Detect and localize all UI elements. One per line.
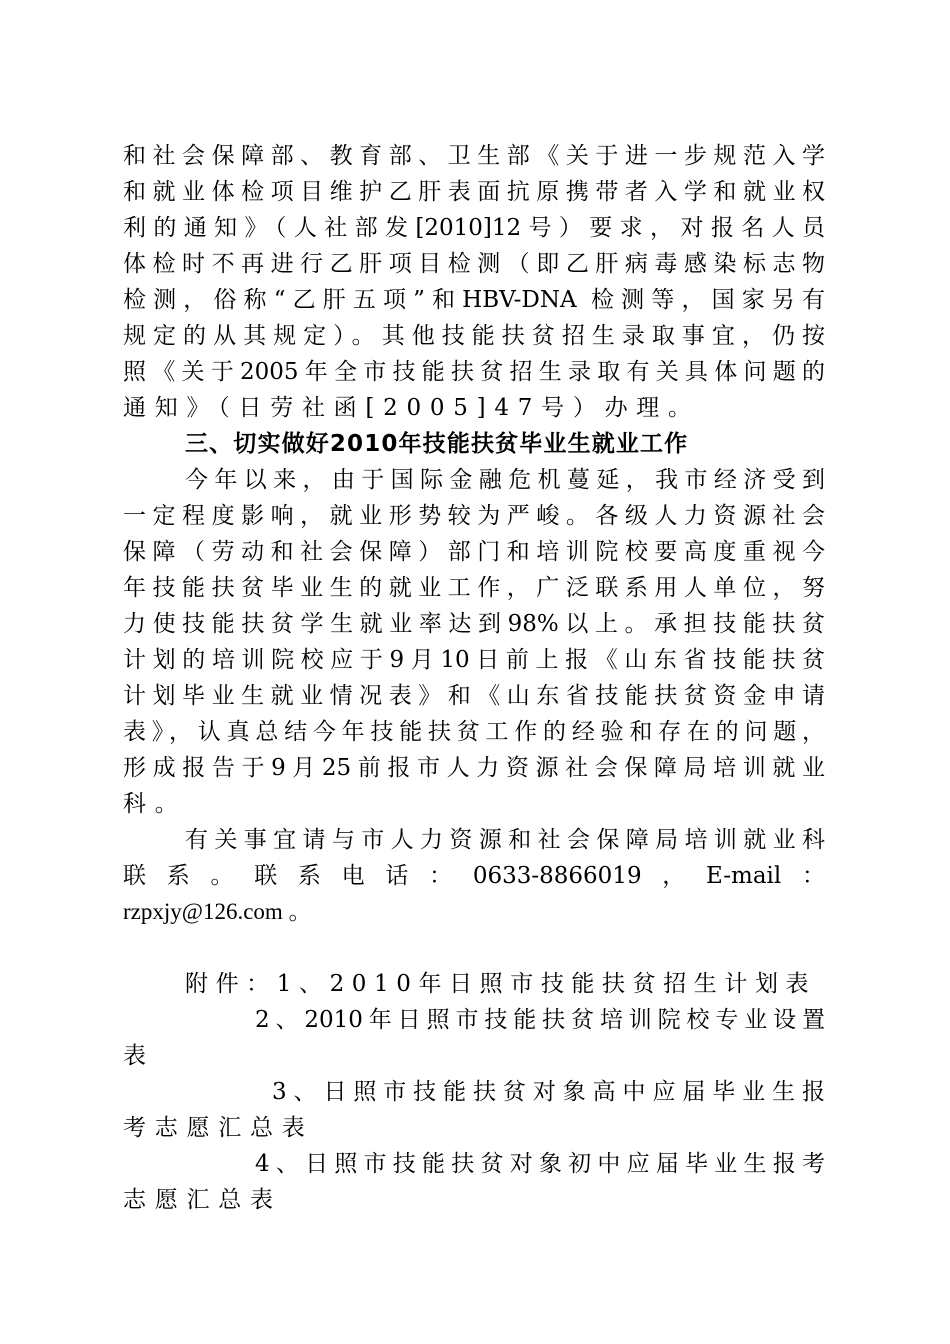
paragraph-line: 计划毕业生就业情况表》和《山东省技能扶贫资金申请 [123, 683, 825, 709]
contact-line: 有关事宜请与市人力资源和社会保障局培训就业科 [185, 827, 825, 853]
paragraph-line: 一定程度影响，就业形势较为严峻。各级人力资源社会 [123, 503, 825, 529]
paragraph-line: 科。 [123, 791, 187, 817]
paragraph-line: 年技能扶贫毕业生的就业工作，广泛联系用人单位，努 [123, 575, 825, 601]
paragraph-line: 保障（劳动和社会保障）部门和培训院校要高度重视今 [123, 539, 825, 565]
paragraph-line: 和就业体检项目维护乙肝表面抗原携带者入学和就业权 [123, 179, 825, 205]
attachment-item: 2、2010年日照市技能扶贫培训院校专业设置 [255, 1007, 825, 1033]
paragraph-line: 今年以来，由于国际金融危机蔓延，我市经济受到 [185, 467, 825, 493]
paragraph-line: 利的通知》（人社部发[2010]12号）要求，对报名人员 [123, 215, 825, 241]
attachment-item: 附件：1、2010年日照市技能扶贫招生计划表 [185, 971, 817, 997]
paragraph-line: 规定的从其规定）。其他技能扶贫招生录取事宜，仍按 [123, 323, 825, 349]
paragraph-line: 通知》（日劳社函[2005]47号）办理。 [123, 395, 700, 421]
paragraph-line: 表》，认真总结今年技能扶贫工作的经验和存在的问题， [123, 719, 825, 745]
attachment-item: 表 [123, 1043, 155, 1069]
paragraph-line: 和社会保障部、教育部、卫生部《关于进一步规范入学 [123, 143, 825, 169]
paragraph-line: 形成报告于9月25前报市人力资源社会保障局培训就业 [123, 755, 825, 781]
email-address: rzpxjy@126.com 。 [123, 899, 312, 924]
paragraph-line: 力使技能扶贫学生就业率达到98%以上。承担技能扶贫 [123, 611, 825, 637]
paragraph-line: 照《关于2005年全市技能扶贫招生录取有关具体问题的 [123, 359, 825, 385]
paragraph-line: 检测，俗称“乙肝五项”和HBV-DNA 检测等，国家另有 [123, 287, 825, 313]
attachment-item: 4、日照市技能扶贫对象初中应届毕业生报考 [255, 1151, 825, 1177]
paragraph-line: 体检时不再进行乙肝项目检测（即乙肝病毒感染标志物 [123, 251, 825, 277]
attachment-item: 志愿汇总表 [123, 1187, 282, 1213]
attachment-item: 3、日照市技能扶贫对象高中应届毕业生报 [272, 1079, 825, 1105]
contact-line: 联系。联系电话：0633-8866019，E-mail： [123, 863, 825, 889]
paragraph-line: 计划的培训院校应于9月10日前上报《山东省技能扶贫 [123, 647, 825, 673]
attachment-item: 考志愿汇总表 [123, 1115, 314, 1141]
section-heading: 三、切实做好2010年技能扶贫毕业生就业工作 [185, 431, 689, 457]
